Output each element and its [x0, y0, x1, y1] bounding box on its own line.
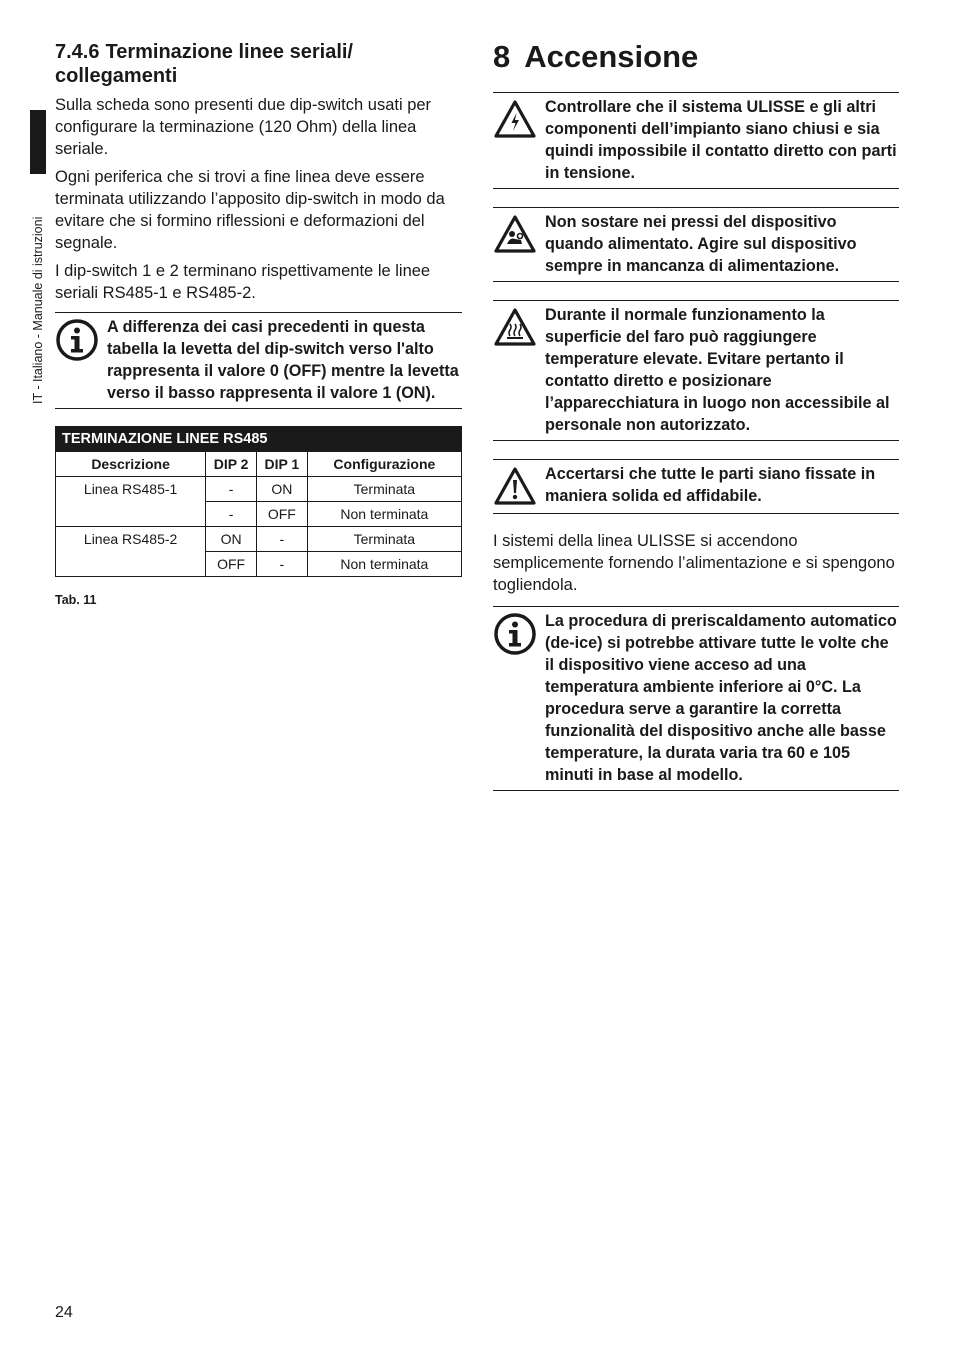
- sidebar-label: IT - Italiano - Manuale di istruzioni: [31, 216, 45, 404]
- table-cell: -: [206, 477, 257, 502]
- table-cell: Non terminata: [307, 502, 461, 527]
- warning-icon: [493, 465, 537, 509]
- paragraph: Sulla scheda sono presenti due dip-switch usati per configurare la terminazione (120 Ohm) della linea seriale.: [55, 96, 432, 158]
- info-icon: [493, 612, 537, 656]
- paragraph: Ogni periferica che si trovi a fine linea deve essere terminata utilizzando l’apposito dip-switch in modo da evitare che si formino riflessioni e deformazioni del segnale.: [55, 168, 445, 252]
- table-cell: ON: [256, 477, 307, 502]
- sidebar-marker: [30, 110, 46, 174]
- col-header: Configurazione: [307, 452, 461, 477]
- info-icon: [55, 318, 99, 362]
- left-column: [55, 40, 462, 607]
- info-note: [55, 312, 462, 409]
- col-header: DIP 1: [256, 452, 307, 477]
- warning-note: [493, 300, 899, 441]
- chapter-heading: [493, 36, 899, 78]
- warning-text: Controllare che il sistema ULISSE e gli altri componenti dell’impianto siano chiusi e sia quindi impossibile il contatto diretto con parti in tensione.: [545, 98, 897, 182]
- section-title: Terminazione linee seriali/ collegamenti: [55, 41, 353, 87]
- table-row: [56, 477, 462, 502]
- warning-text: Non sostare nei pressi del dispositivo quando alimentato. Agire sul dispositivo sempre in mancanza di alimentazione.: [545, 213, 857, 275]
- warning-text: Accertarsi che tutte le parti siano fissate in maniera solida ed affidabile.: [545, 465, 876, 505]
- section-heading-7-4-6: [55, 40, 462, 88]
- table-cell: ON: [206, 527, 257, 552]
- warning-note: [493, 459, 899, 514]
- right-column: [493, 36, 899, 809]
- page-number: 24: [55, 1304, 73, 1321]
- section-number: 7.4.6: [55, 41, 100, 63]
- info-note: [493, 606, 899, 791]
- table-cell: Terminata: [307, 477, 461, 502]
- hot-surface-icon: [493, 306, 537, 350]
- table-label: Tab. 11: [55, 593, 97, 607]
- chapter-number: 8: [493, 39, 511, 74]
- table-cell: Non terminata: [307, 552, 461, 577]
- chapter-title: Accensione: [524, 39, 699, 74]
- paragraph: I sistemi della linea ULISSE si accendono semplicemente fornendo l’alimentazione e si spengono togliendola.: [493, 532, 895, 594]
- electric-hazard-icon: [493, 98, 537, 142]
- table-cell: OFF: [256, 502, 307, 527]
- table-cell: Terminata: [307, 527, 461, 552]
- table-cell: Linea RS485-2: [56, 527, 206, 577]
- table-cell: Linea RS485-1: [56, 477, 206, 527]
- table-caption: TERMINAZIONE LINEE RS485: [56, 427, 462, 452]
- table-cell: -: [256, 552, 307, 577]
- table-cell: -: [206, 502, 257, 527]
- note-text: La procedura di preriscaldamento automatico (de-ice) si potrebbe attivare tutte le volte che il dispositivo viene acceso ad una temperatura ambiente inferiore ai 0°C. La procedura serve a garantire la corretta funzionalità del dispositivo anche alle basse temperature, la durata varia tra 60 e 105 minuti in base al modello.: [545, 612, 897, 784]
- col-header: Descrizione: [56, 452, 206, 477]
- note-text: A differenza dei casi precedenti in questa tabella la levetta del dip-switch verso l'alto rappresenta il valore 0 (OFF) mentre la levetta verso il basso rappresenta il valore 1 (ON).: [107, 318, 459, 402]
- table-cell: -: [256, 527, 307, 552]
- rs485-table: [55, 426, 462, 577]
- table-row: [56, 527, 462, 552]
- warning-text: Durante il normale funzionamento la superficie del faro può raggiungere temperature elevate. Evitare pertanto il contatto diretto e posizionare l’apparecchiatura in luogo non accessibile al personale non autorizzato.: [545, 306, 890, 434]
- crush-hazard-icon: [493, 213, 537, 257]
- col-header: DIP 2: [206, 452, 257, 477]
- paragraph: I dip-switch 1 e 2 terminano rispettivamente le linee seriali RS485-1 e RS485-2.: [55, 262, 431, 302]
- warning-note: [493, 92, 899, 189]
- table-cell: OFF: [206, 552, 257, 577]
- warning-note: [493, 207, 899, 282]
